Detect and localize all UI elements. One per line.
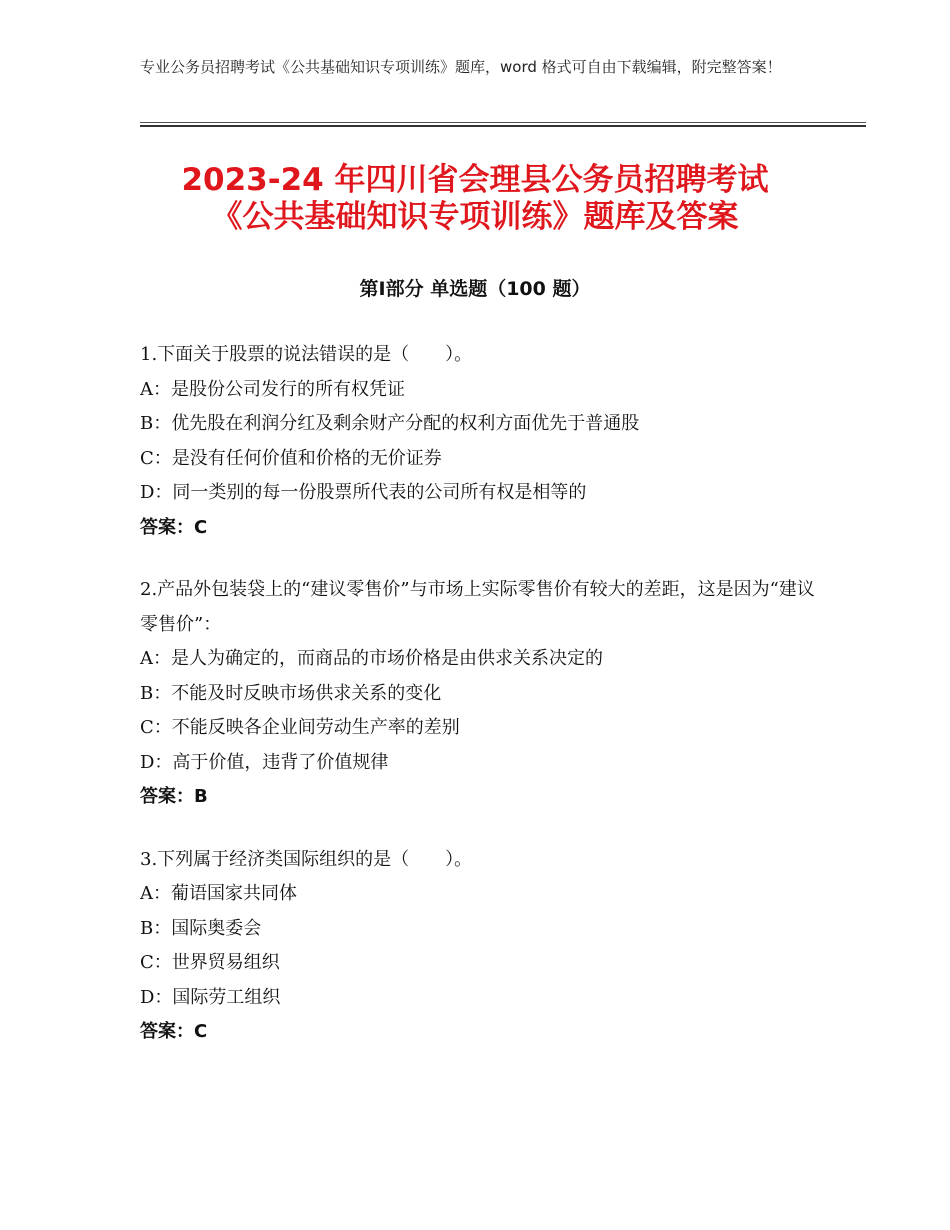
option-b: B：优先股在利润分红及剩余财产分配的权利方面优先于普通股 [140, 413, 640, 434]
option-a: A：是人为确定的，而商品的市场价格是由供求关系决定的 [140, 648, 603, 669]
option-a: A：是股份公司发行的所有权凭证 [140, 378, 405, 400]
option-c: C：不能反映各企业间劳动生产率的差别 [140, 717, 460, 738]
answer-text: 答案：B [140, 786, 208, 807]
divider-thick [140, 125, 866, 127]
question-block [140, 843, 820, 1050]
question-text: 3.下列属于经济类国际组织的是（ ）。 [140, 848, 473, 870]
option-a: A：葡语国家共同体 [140, 883, 297, 904]
option-d: D：高于价值，违背了价值规律 [140, 751, 389, 773]
document-title-line2: 《公共基础知识专项训练》题库及答案 [211, 199, 739, 235]
divider-thin [140, 122, 866, 123]
option-c: C：是没有任何价值和价格的无价证券 [140, 447, 442, 469]
question-block [140, 338, 820, 545]
question-text: 2.产品外包装袋上的“建议零售价”与市场上实际零售价有较大的差距，这是因为“建议零售价”： [140, 579, 815, 635]
document-title-line1: 2023-24 年四川省会理县公务员招聘考试 [181, 162, 769, 198]
section-heading: 第Ⅰ部分 单选题（100 题） [359, 278, 591, 300]
question-text: 1.下面关于股票的说法错误的是（ ）。 [140, 344, 473, 365]
option-b: B：不能及时反映市场供求关系的变化 [140, 682, 442, 704]
option-b: B：国际奥委会 [140, 917, 262, 939]
option-d: D：国际劳工组织 [140, 986, 281, 1008]
option-c: C：世界贸易组织 [140, 952, 280, 973]
answer-text: 答案：C [140, 516, 208, 538]
header-note: 专业公务员招聘考试《公共基础知识专项训练》题库，word 格式可自由下载编辑，附完整答案！ [140, 58, 782, 76]
answer-text: 答案：C [140, 1021, 208, 1042]
question-list [140, 338, 820, 1078]
question-block [140, 573, 820, 815]
option-d: D：同一类别的每一份股票所代表的公司所有权是相等的 [140, 482, 587, 503]
